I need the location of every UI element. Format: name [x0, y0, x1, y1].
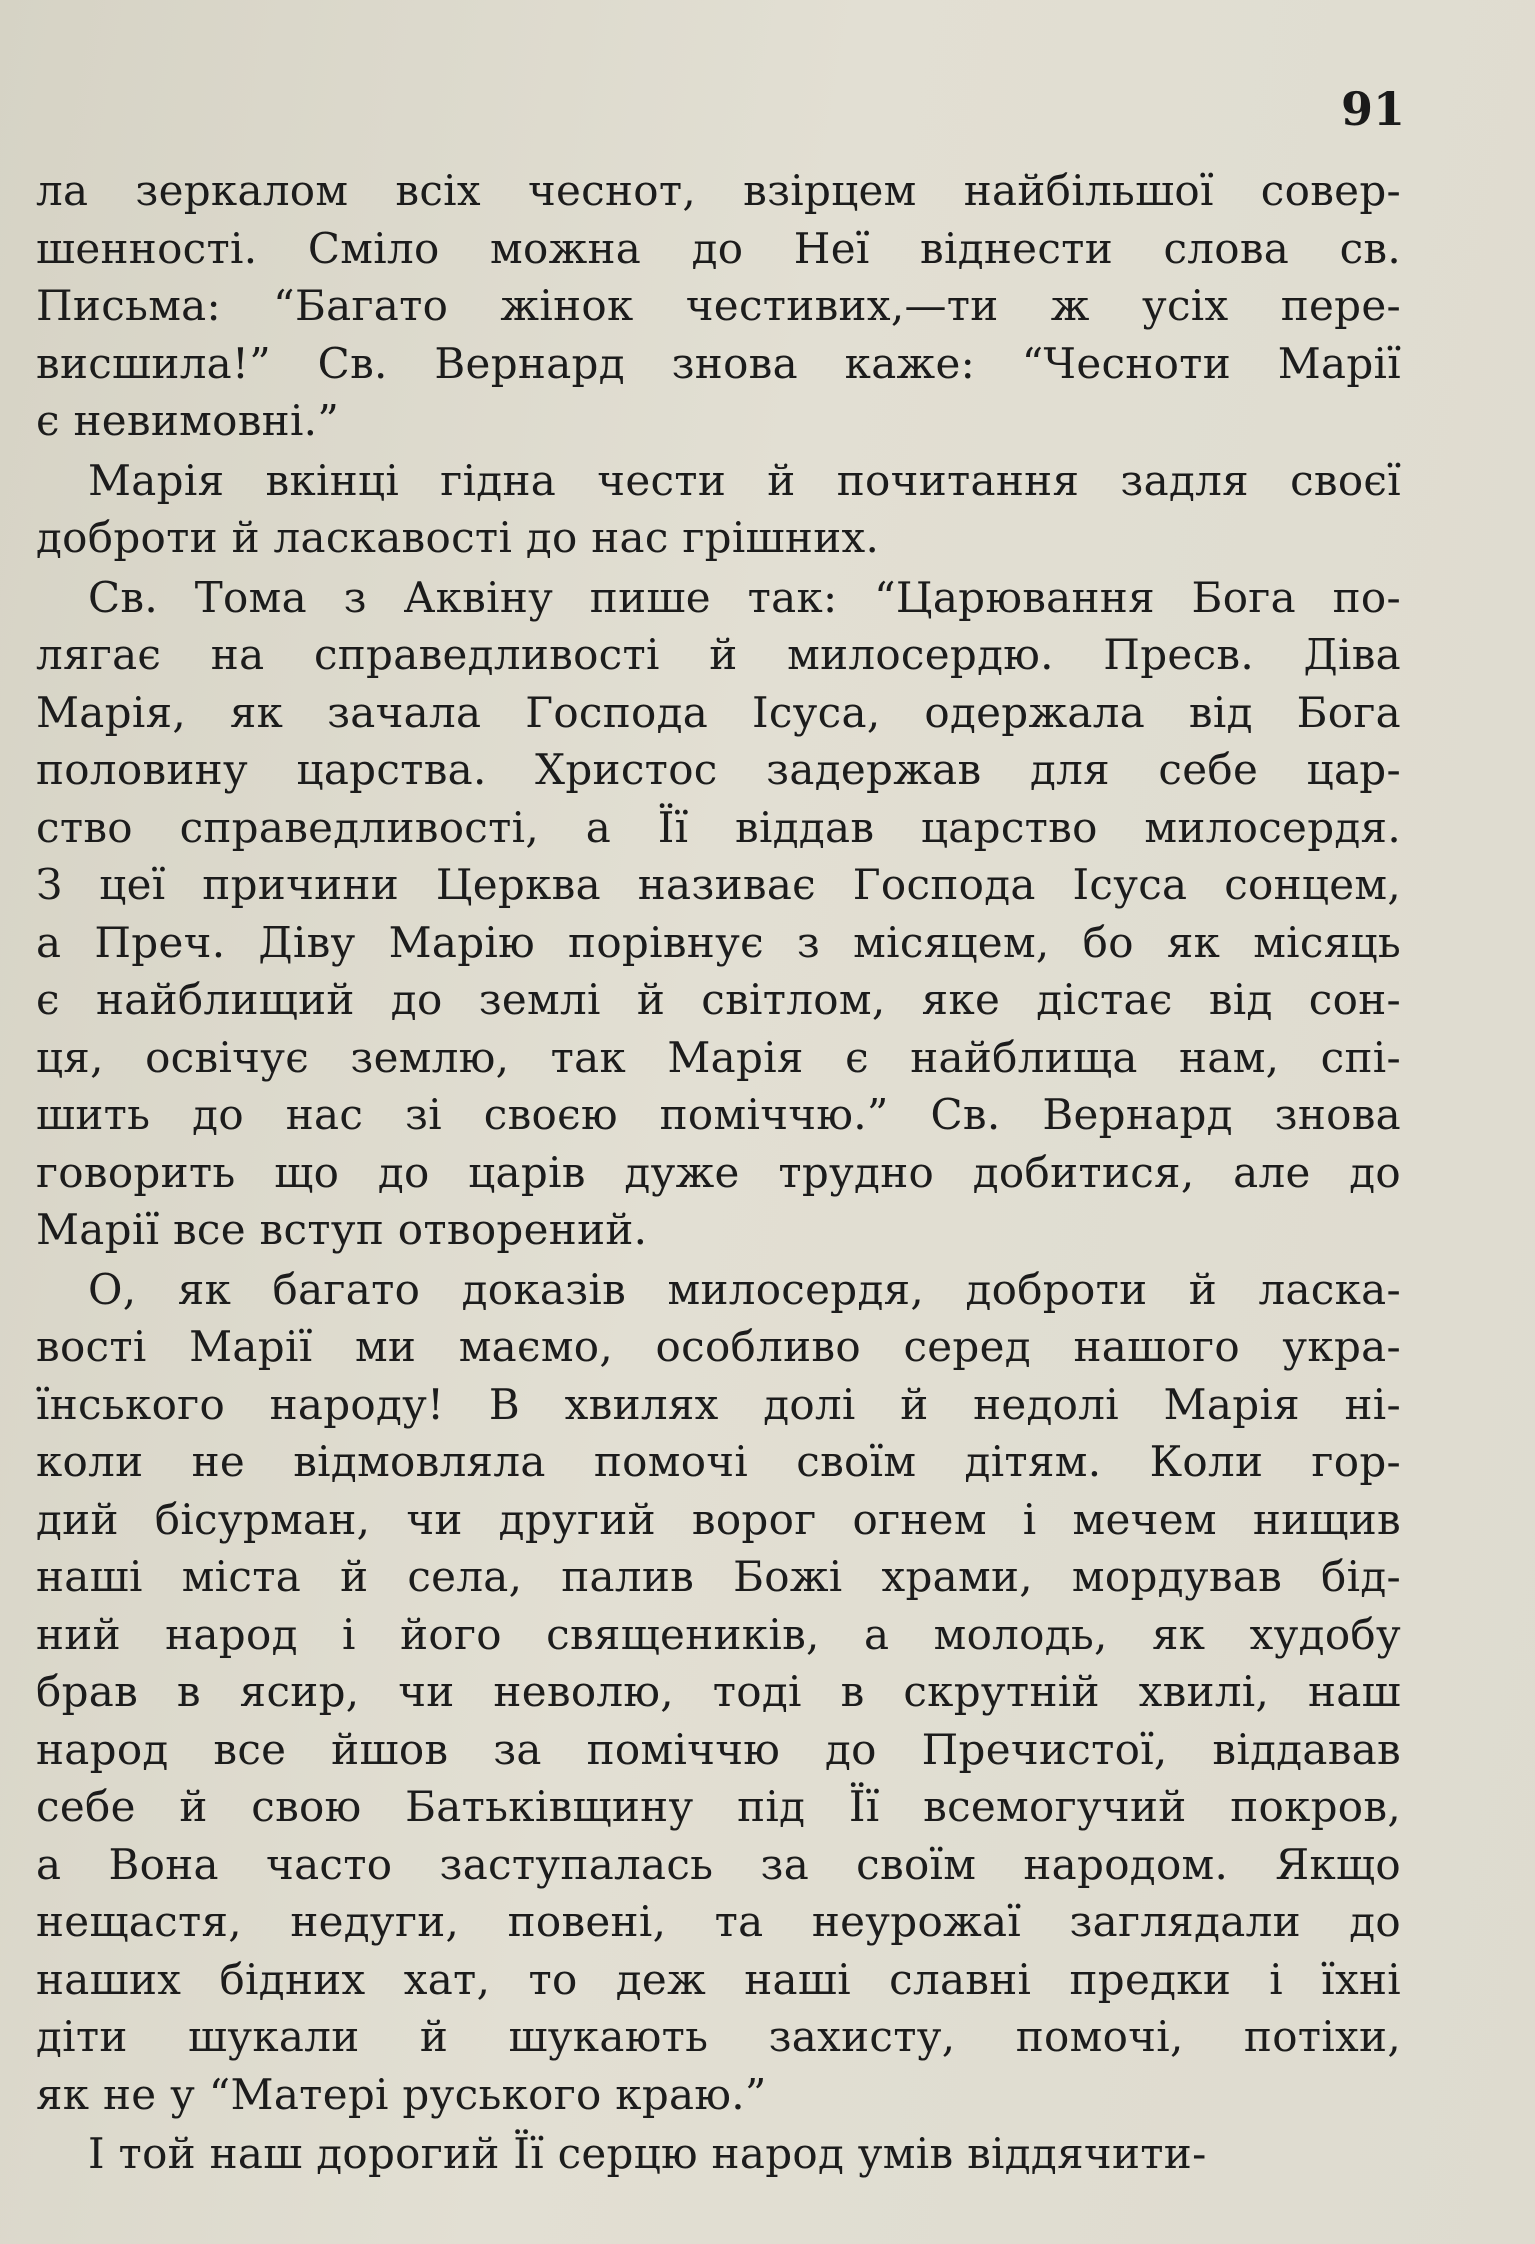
text-line: Марія, як зачала Господа Ісуса, одержала від Бога [36, 687, 1401, 737]
paragraph-4 [36, 1261, 1401, 2124]
text-line: висшила!” Св. Вернард знова каже: “Чесноти Марії [36, 338, 1401, 388]
text-line: Письма: “Багато жінок честивих,—ти ж усіх пере- [36, 281, 1401, 330]
text-line: ство справедливості, а Її віддав царство милосердя. [36, 802, 1401, 852]
text-line: І той наш дорогий Її серцю народ умів віддячити- [88, 2129, 1207, 2178]
text-line: є найблищий до землі й світлом, яке дістає від сон- [36, 975, 1401, 1024]
text-line: Марія вкінці гідна чести й почитання задля своєї [88, 455, 1401, 505]
text-line: ний народ і його священиків, а молодь, як худобу [36, 1609, 1401, 1659]
text-line: Св. Тома з Аквіну пише так: “Царювання Бога по- [88, 572, 1401, 622]
text-line: а Вона часто заступалась за своїм народом. Якщо [36, 1839, 1401, 1889]
text-line: доброти й ласкавості до нас грішних. [36, 513, 880, 562]
text-line: брав в ясир, чи неволю, тоді в скрутній хвилі, наш [36, 1667, 1401, 1716]
text-line: народ все йшов за поміччю до Пречистої, віддавав [36, 1724, 1401, 1774]
page-number: 91 [1340, 82, 1405, 136]
body-text [36, 162, 1401, 2183]
text-line: лягає на справедливості й милосердю. Пресв. Діва [36, 630, 1401, 679]
text-line: ця, освічує землю, так Марія є найблища нам, спі- [36, 1032, 1401, 1082]
paragraph-1 [36, 162, 1401, 450]
text-line: З цеї причини Церква називає Господа Ісуса сонцем, [36, 860, 1401, 909]
text-line: діти шукали й шукають захисту, помочі, потіхи, [36, 2012, 1401, 2061]
text-line: нещастя, недуги, повені, та неурожаї заглядали до [36, 1897, 1401, 1946]
text-line: їнського народу! В хвилях долі й недолі Марія ні- [36, 1379, 1401, 1429]
text-line: наших бідних хат, то деж наші славні предки і їхні [36, 1954, 1401, 2004]
text-line: шенності. Сміло можна до Неї віднести слова св. [36, 223, 1401, 273]
text-line: наші міста й села, палив Божі храми, мордував бід- [36, 1552, 1401, 1601]
text-line: половину царства. Христос задержав для себе цар- [36, 745, 1401, 794]
paragraph-2 [36, 452, 1401, 567]
text-line: коли не відмовляла помочі своїм дітям. Коли гор- [36, 1437, 1401, 1486]
text-line: себе й свою Батьківщину під Її всемогучий покров, [36, 1782, 1401, 1831]
paragraph-5 [36, 2125, 1401, 2183]
text-line: як не у “Матері руського краю.” [36, 2069, 767, 2119]
text-line: О, як багато доказів милосердя, доброти й ласка- [88, 1264, 1401, 1314]
text-line: є невимовні.” [36, 396, 340, 445]
text-line: а Преч. Діву Марію порівнує з місяцем, бо як місяць [36, 917, 1401, 967]
text-line: дий бісурман, чи другий ворог огнем і мечем нищив [36, 1494, 1401, 1544]
text-line: говорить що до царів дуже трудно добитися, але до [36, 1147, 1401, 1197]
text-line: Марії все вступ отворений. [36, 1205, 648, 1254]
text-line: вості Марії ми маємо, особливо серед нашого укра- [36, 1322, 1401, 1371]
text-line: шить до нас зі своєю поміччю.” Св. Вернард знова [36, 1090, 1401, 1139]
text-line: ла зеркалом всіх чеснот, взірцем найбільшої совер- [36, 166, 1401, 215]
paragraph-3 [36, 569, 1401, 1259]
